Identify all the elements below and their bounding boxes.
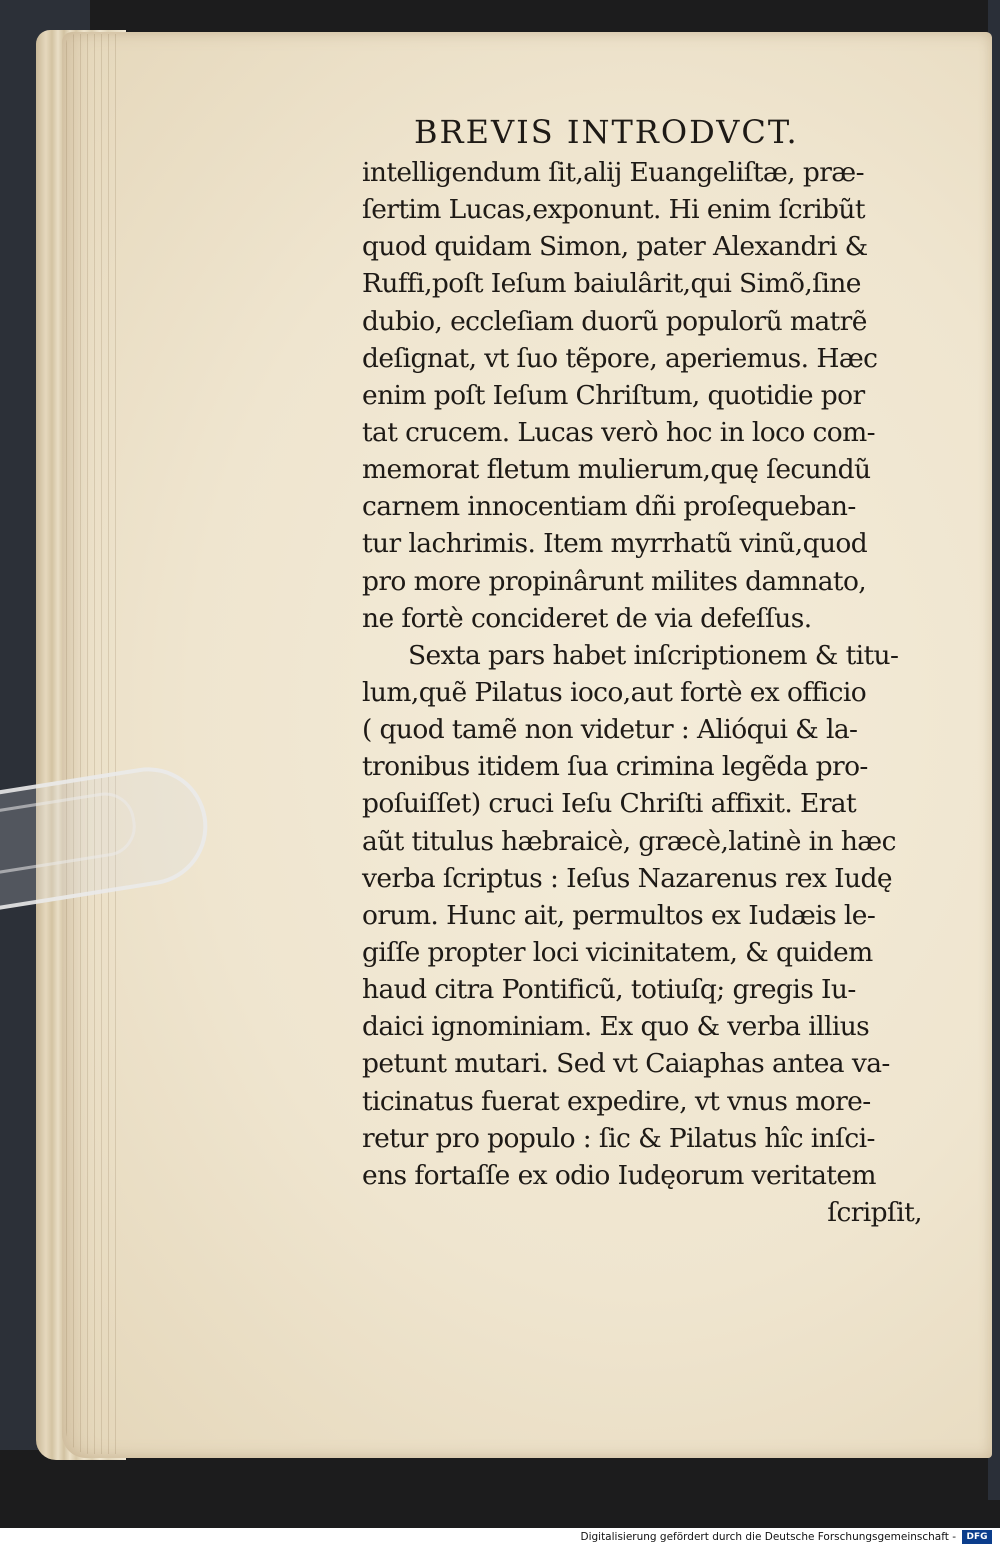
text-line: tronibus itidem ſua crimina legẽda pro- xyxy=(362,751,868,783)
text-line: tur lachrimis. Item myrrhatũ vinũ,quod xyxy=(362,528,868,560)
text-line: lum,quẽ Pilatus ioco,aut fortè ex officio xyxy=(362,676,867,708)
text-line: ens fortaſſe ex odio Iudęorum veritatem xyxy=(362,1159,876,1191)
text-line: dubio, eccleſiam duorũ populorũ matrẽ xyxy=(362,305,867,337)
catchword: ſcripſit, xyxy=(827,1196,922,1228)
paragraph-start-line: Sexta pars habet inſcriptionem & titu- xyxy=(408,639,899,671)
text-line: tat crucem. Lucas verò hoc in loco com- xyxy=(362,416,876,448)
text-line: deſignat, vt ſuo tẽpore, aperiemus. Hæc xyxy=(362,342,878,374)
text-line: poſuiſſet) cruci Ieſu Chriſti affixit. Erat xyxy=(362,788,857,820)
text-line: ſertim Lucas,exponunt. Hi enim ſcribũt xyxy=(362,194,865,226)
text-line: ne fortè concideret de via defeſſus. xyxy=(362,602,812,634)
text-line: giſſe propter loci vicinitatem, & quidem xyxy=(362,936,873,968)
funding-credit: Digitalisierung gefördert durch die Deutsche Forschungsgemeinschaft - xyxy=(580,1531,956,1543)
text-line: verba ſcriptus : Ieſus Nazarenus rex Iudę xyxy=(362,862,892,894)
text-line: pro more propinârunt milites damnato, xyxy=(362,565,867,597)
text-line: aũt titulus hæbraicè, græcè,latinè in hæc xyxy=(362,825,896,857)
text-line: Ruffi,poſt Ieſum baiulârit,qui Simõ,ſine xyxy=(362,268,861,300)
text-line: ticinatus fuerat expedire, vt vnus more- xyxy=(362,1085,871,1117)
text-line: haud citra Pontificũ, totiuſq; gregis Iu- xyxy=(362,974,856,1006)
dfg-logo-icon: DFG xyxy=(962,1530,992,1544)
page-edge-lines xyxy=(66,34,116,1454)
text-line: carnem innocentiam dñi proſequeban- xyxy=(362,491,856,523)
text-line: intelligendum ſit,alij Euangeliſtæ, præ- xyxy=(362,157,864,188)
text-line: petunt mutari. Sed vt Caiaphas antea va- xyxy=(362,1048,890,1080)
text-line: enim poſt Ieſum Chriſtum, quotidie por xyxy=(362,379,865,411)
page-text-block xyxy=(362,110,942,1231)
text-line: ( quod tamẽ non videtur : Alióqui & la- xyxy=(362,714,858,746)
text-line: quod quidam Simon, pater Alexandri & xyxy=(362,231,868,263)
text-line: orum. Hunc ait, permultos ex Iudæis le- xyxy=(362,899,876,931)
text-line: retur pro populo : ſic & Pilatus hîc inſci- xyxy=(362,1122,875,1154)
running-head: BREVIS INTRODVCT. xyxy=(414,113,799,151)
text-line: memorat fletum mulierum,quę ſecundũ xyxy=(362,454,871,486)
text-line: daici ignominiam. Ex quo & verba illius xyxy=(362,1011,870,1043)
